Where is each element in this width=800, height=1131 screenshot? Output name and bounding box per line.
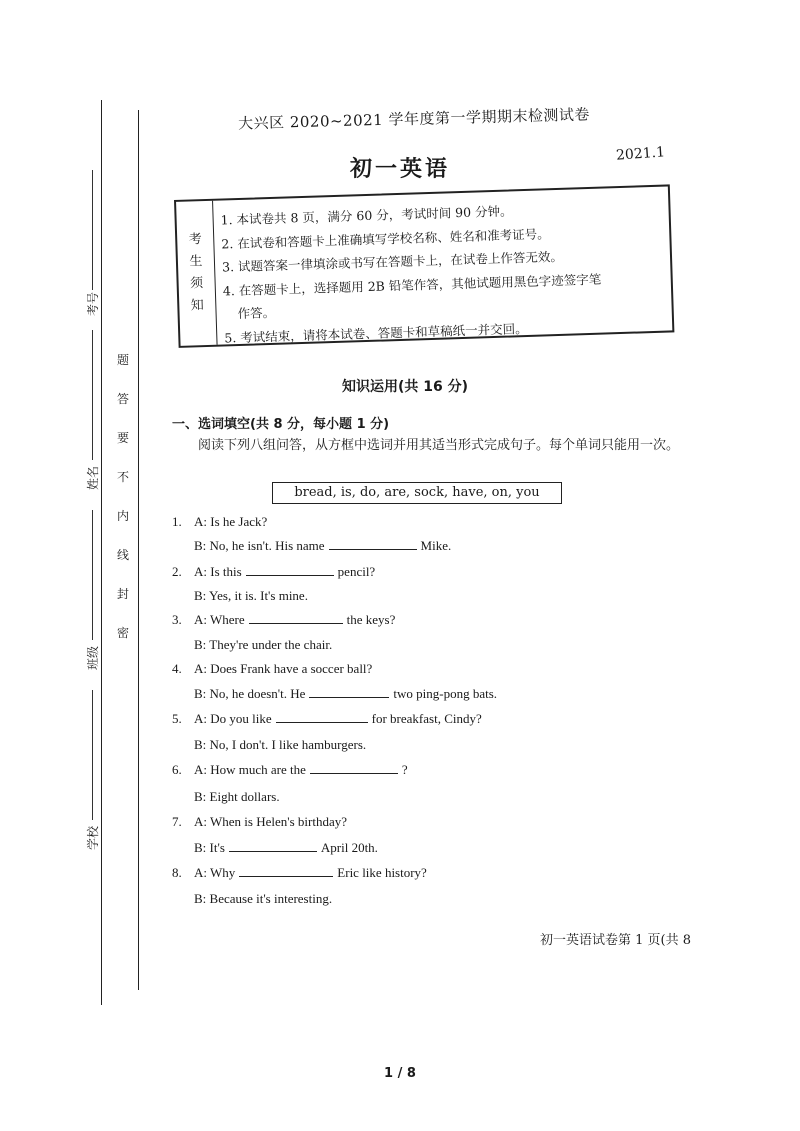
question-3-b: B: They're under the chair. (194, 637, 333, 652)
seal-char: 不 (116, 470, 129, 484)
notice-side-label: 考 生 须 知 (176, 201, 218, 346)
answer-blank[interactable] (246, 574, 334, 576)
margin-field-class: 班级 (86, 645, 100, 670)
question-8-a: 8. A: Why Eric like history? (172, 865, 427, 880)
section-title: 知识运用(共 16 分) (342, 379, 469, 395)
question-8-b: B: Because it's interesting. (194, 891, 333, 906)
question-5-a: 5. A: Do you like for breakfast, Cindy? (172, 711, 482, 726)
question-5-b: B: No, I don't. I like hamburgers. (194, 737, 367, 752)
margin-underline-4 (92, 690, 93, 820)
answer-blank[interactable] (329, 548, 417, 550)
exam-date: 2021.1 (615, 144, 666, 164)
answer-blank[interactable] (239, 875, 333, 877)
instructions: 阅读下列八组问答，从方框中选词并用其适当形式完成句子。每个单词只能用一次。 (198, 438, 680, 453)
notice-item: 5. 考试结束，请将本试卷、答题卡和草稿纸一并交回。 (224, 320, 528, 345)
answer-blank[interactable] (309, 696, 389, 698)
margin-line-outer (101, 100, 102, 1005)
seal-char: 要 (116, 431, 129, 445)
answer-blank[interactable] (276, 721, 368, 723)
question-1-a: 1. A: Is he Jack? (172, 514, 268, 529)
notice-item: 4. 在答题卡上，选择题用 2B 铅笔作答，其他试题用黑色字迹签字笔 (222, 271, 602, 299)
margin-line-inner (138, 110, 139, 990)
answer-blank[interactable] (229, 850, 317, 852)
notice-box (174, 184, 674, 348)
question-7-b: B: It's April 20th. (194, 840, 378, 855)
seal-char: 答 (116, 392, 129, 406)
word-box: bread, is, do, are, sock, have, on, you (272, 482, 562, 504)
question-6-b: B: Eight dollars. (194, 789, 280, 804)
margin-field-school: 学校 (86, 825, 100, 850)
notice-item: 2. 在试卷和答题卡上准确填写学校名称、姓名和准考证号。 (221, 225, 550, 252)
margin-underline-2 (92, 330, 93, 460)
margin-underline-3 (92, 510, 93, 640)
margin-field-name: 姓名 (86, 465, 100, 490)
question-3-a: 3. A: Where the keys? (172, 612, 396, 627)
page-footer: 初一英语试卷第 1 页(共 8 (540, 933, 692, 948)
seal-char: 封 (116, 587, 129, 601)
seal-char: 题 (116, 353, 129, 367)
notice-item: 作答。 (237, 304, 276, 322)
exam-title: 大兴区 2020~2021 学年度第一学期期末检测试卷 (237, 105, 591, 133)
answer-blank[interactable] (310, 772, 398, 774)
subject-title: 初一英语 (350, 156, 451, 182)
seal-char: 内 (116, 509, 129, 523)
question-4-a: 4. A: Does Frank have a soccer ball? (172, 661, 373, 676)
seal-char: 线 (116, 548, 129, 562)
answer-blank[interactable] (249, 622, 343, 624)
question-2-a: 2. A: Is this pencil? (172, 564, 376, 579)
margin-underline-1 (92, 170, 93, 290)
margin-field-exam-number: 考号 (86, 291, 100, 316)
notice-list (220, 195, 666, 350)
notice-item: 3. 试题答案一律填涂或书写在答题卡上，在试卷上作答无效。 (221, 248, 564, 275)
question-1-b: B: No, he isn't. His name Mike. (194, 538, 452, 553)
question-2-b: B: Yes, it is. It's mine. (194, 588, 308, 603)
seal-char: 密 (116, 626, 129, 640)
part-title: 一、选词填空(共 8 分，每小题 1 分) (172, 417, 390, 432)
question-7-a: 7. A: When is Helen's birthday? (172, 814, 348, 829)
notice-item: 1. 本试卷共 8 页，满分 60 分，考试时间 90 分钟。 (220, 203, 513, 228)
question-6-a: 6. A: How much are the ? (172, 762, 408, 777)
question-4-b: B: No, he doesn't. He two ping-pong bats. (194, 686, 498, 701)
page-indicator: 1 / 8 (384, 1066, 416, 1081)
